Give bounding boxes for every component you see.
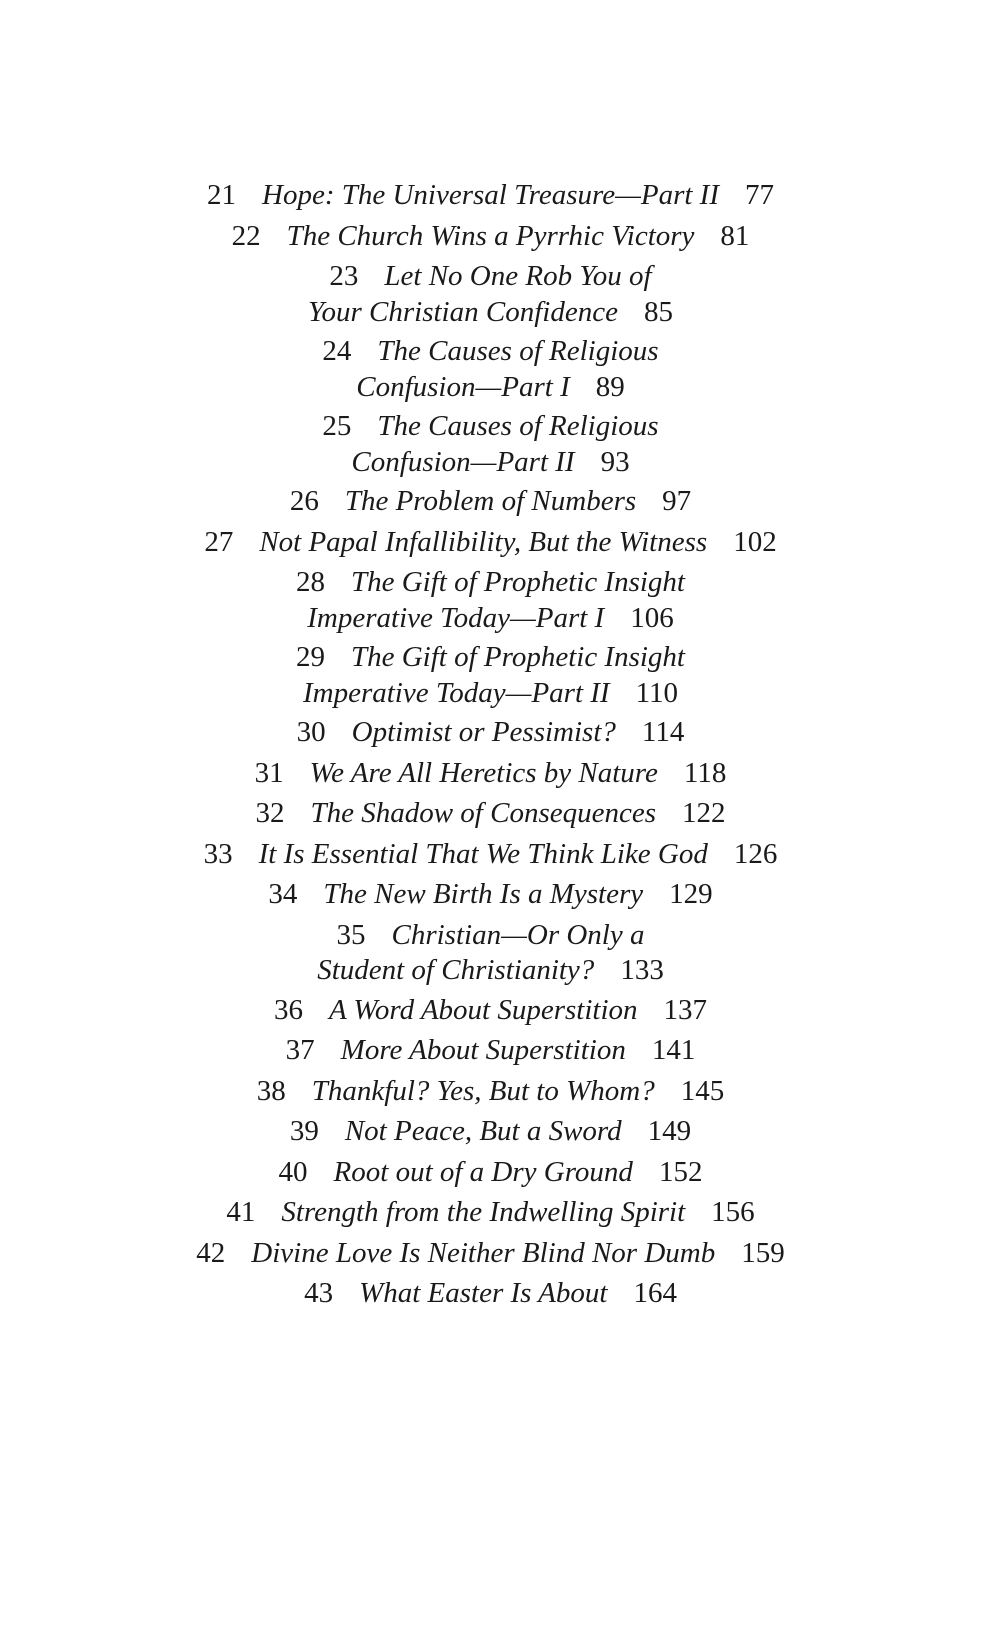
- toc-entry: [0, 1114, 981, 1150]
- chapter-number: 37: [285, 1034, 315, 1066]
- chapter-title: Strength from the Indwelling Spirit: [281, 1196, 686, 1228]
- toc-entry: [0, 1033, 981, 1069]
- chapter-title: Confusion—Part I: [356, 370, 570, 403]
- chapter-number: 27: [204, 525, 234, 558]
- page-number: 114: [641, 716, 685, 748]
- chapter-number: 43: [304, 1277, 334, 1309]
- toc-entry-line: [0, 715, 981, 751]
- toc-entry: [0, 918, 981, 989]
- chapter-title: We Are All Heretics by Nature: [309, 756, 658, 789]
- table-of-contents: [0, 178, 981, 1317]
- chapter-number: 33: [203, 837, 233, 870]
- chapter-number: 30: [296, 716, 326, 748]
- page-number: 141: [651, 1034, 696, 1066]
- page-number: 156: [711, 1196, 755, 1228]
- chapter-number: 40: [278, 1155, 308, 1188]
- page-number: 97: [662, 485, 692, 517]
- toc-entry: [0, 796, 981, 832]
- chapter-title: Your Christian Confidence: [308, 295, 618, 328]
- toc-entry: [0, 178, 981, 214]
- toc-entry-line: [0, 334, 981, 370]
- chapter-title: The Church Wins a Pyrrhic Victory: [286, 219, 695, 252]
- toc-entry-line: [0, 295, 981, 331]
- toc-entry-line: [0, 565, 981, 601]
- toc-entry-line: [0, 1155, 981, 1191]
- chapter-title: Christian—Or Only a: [391, 918, 645, 951]
- toc-entry: [0, 334, 981, 405]
- toc-entry: [0, 1236, 981, 1272]
- chapter-title: Let No One Rob You of: [384, 260, 652, 292]
- toc-entry-line: [0, 484, 981, 520]
- page-number: 159: [741, 1236, 785, 1269]
- chapter-number: 25: [322, 410, 352, 442]
- page-number: 145: [680, 1074, 725, 1107]
- toc-entry-line: [0, 525, 981, 561]
- toc-entry-line: [0, 445, 981, 481]
- toc-entry: [0, 877, 981, 913]
- page-number: 133: [620, 954, 664, 986]
- chapter-title: The Shadow of Consequences: [310, 797, 657, 829]
- chapter-title: Not Papal Infallibility, But the Witness: [259, 525, 708, 558]
- chapter-number: 32: [255, 797, 285, 829]
- chapter-number: 35: [336, 918, 366, 951]
- toc-entry: [0, 756, 981, 792]
- page-number: 137: [663, 993, 708, 1026]
- toc-entry-line: [0, 993, 981, 1029]
- toc-entry: [0, 1276, 981, 1312]
- chapter-number: 21: [207, 179, 236, 211]
- toc-entry-line: [0, 178, 981, 214]
- chapter-title: What Easter Is About: [359, 1277, 608, 1309]
- chapter-number: 41: [226, 1196, 256, 1228]
- toc-entry: [0, 525, 981, 561]
- toc-entry-line: [0, 953, 981, 989]
- chapter-title: Thankful? Yes, But to Whom?: [311, 1074, 655, 1107]
- chapter-title: The Problem of Numbers: [344, 485, 637, 517]
- page-number: 110: [635, 676, 679, 709]
- toc-entry-line: [0, 877, 981, 913]
- chapter-title: The New Birth Is a Mystery: [323, 878, 644, 910]
- chapter-title: The Causes of Religious: [377, 335, 659, 367]
- toc-entry: [0, 715, 981, 751]
- page-number: 102: [733, 525, 777, 558]
- toc-entry-line: [0, 640, 981, 676]
- toc-entry: [0, 837, 981, 873]
- toc-entry: [0, 409, 981, 480]
- chapter-title: Hope: The Universal Treasure—Part II: [262, 179, 719, 211]
- chapter-title: Divine Love Is Neither Blind Nor Dumb: [251, 1236, 716, 1269]
- toc-entry-line: [0, 409, 981, 445]
- toc-entry: [0, 1155, 981, 1191]
- toc-entry: [0, 565, 981, 636]
- chapter-number: 39: [289, 1115, 319, 1147]
- chapter-title: The Gift of Prophetic Insight: [350, 641, 685, 673]
- toc-entry-line: [0, 1033, 981, 1069]
- page-number: 152: [658, 1155, 703, 1188]
- page-number: 129: [669, 878, 713, 910]
- page-number: 164: [633, 1277, 677, 1309]
- chapter-number: 29: [295, 641, 325, 673]
- chapter-number: 26: [289, 485, 319, 517]
- chapter-number: 23: [329, 260, 359, 292]
- page-number: 93: [600, 445, 630, 478]
- chapter-title: More About Superstition: [340, 1034, 626, 1066]
- page-number: 118: [683, 756, 727, 789]
- chapter-number: 36: [273, 993, 303, 1026]
- chapter-number: 28: [295, 566, 325, 598]
- toc-entry-line: [0, 1114, 981, 1150]
- chapter-title: Not Peace, But a Sword: [344, 1115, 622, 1147]
- page-number: 106: [630, 601, 674, 634]
- chapter-number: 31: [254, 756, 284, 789]
- toc-entry-line: [0, 1074, 981, 1110]
- chapter-title: Imperative Today—Part II: [302, 676, 610, 709]
- chapter-title: Root out of a Dry Ground: [333, 1155, 633, 1188]
- toc-entry-line: [0, 1236, 981, 1272]
- page-number: 81: [720, 219, 750, 252]
- toc-entry: [0, 484, 981, 520]
- toc-entry: [0, 1195, 981, 1231]
- chapter-title: The Causes of Religious: [377, 410, 659, 442]
- chapter-title: Confusion—Part II: [351, 445, 575, 478]
- page-number: 85: [643, 295, 673, 328]
- chapter-title: It Is Essential That We Think Like God: [258, 837, 708, 870]
- toc-entry: [0, 640, 981, 711]
- toc-entry-line: [0, 370, 981, 406]
- toc-entry-line: [0, 837, 981, 873]
- toc-entry-line: [0, 756, 981, 792]
- chapter-number: 34: [268, 878, 298, 910]
- page-number: 122: [682, 797, 726, 829]
- chapter-number: 42: [196, 1236, 226, 1269]
- chapter-title: Imperative Today—Part I: [307, 601, 605, 634]
- page-number: 89: [595, 370, 625, 403]
- toc-entry: [0, 219, 981, 255]
- toc-entry-line: [0, 259, 981, 295]
- toc-entry-line: [0, 1195, 981, 1231]
- chapter-title: Optimist or Pessimist?: [351, 716, 616, 748]
- toc-entry: [0, 259, 981, 330]
- page-number: 77: [744, 179, 774, 211]
- chapter-number: 22: [231, 219, 261, 252]
- toc-entry-line: [0, 219, 981, 255]
- chapter-number: 24: [322, 335, 352, 367]
- toc-entry: [0, 993, 981, 1029]
- chapter-number: 38: [256, 1074, 286, 1107]
- page-number: 126: [733, 837, 778, 870]
- chapter-title: A Word About Superstition: [328, 993, 638, 1026]
- chapter-title: The Gift of Prophetic Insight: [350, 566, 685, 598]
- toc-entry-line: [0, 1276, 981, 1312]
- page-number: 149: [647, 1115, 692, 1147]
- toc-entry-line: [0, 918, 981, 954]
- toc-entry: [0, 1074, 981, 1110]
- chapter-title: Student of Christianity?: [317, 954, 595, 986]
- toc-entry-line: [0, 676, 981, 712]
- toc-entry-line: [0, 796, 981, 832]
- toc-entry-line: [0, 601, 981, 637]
